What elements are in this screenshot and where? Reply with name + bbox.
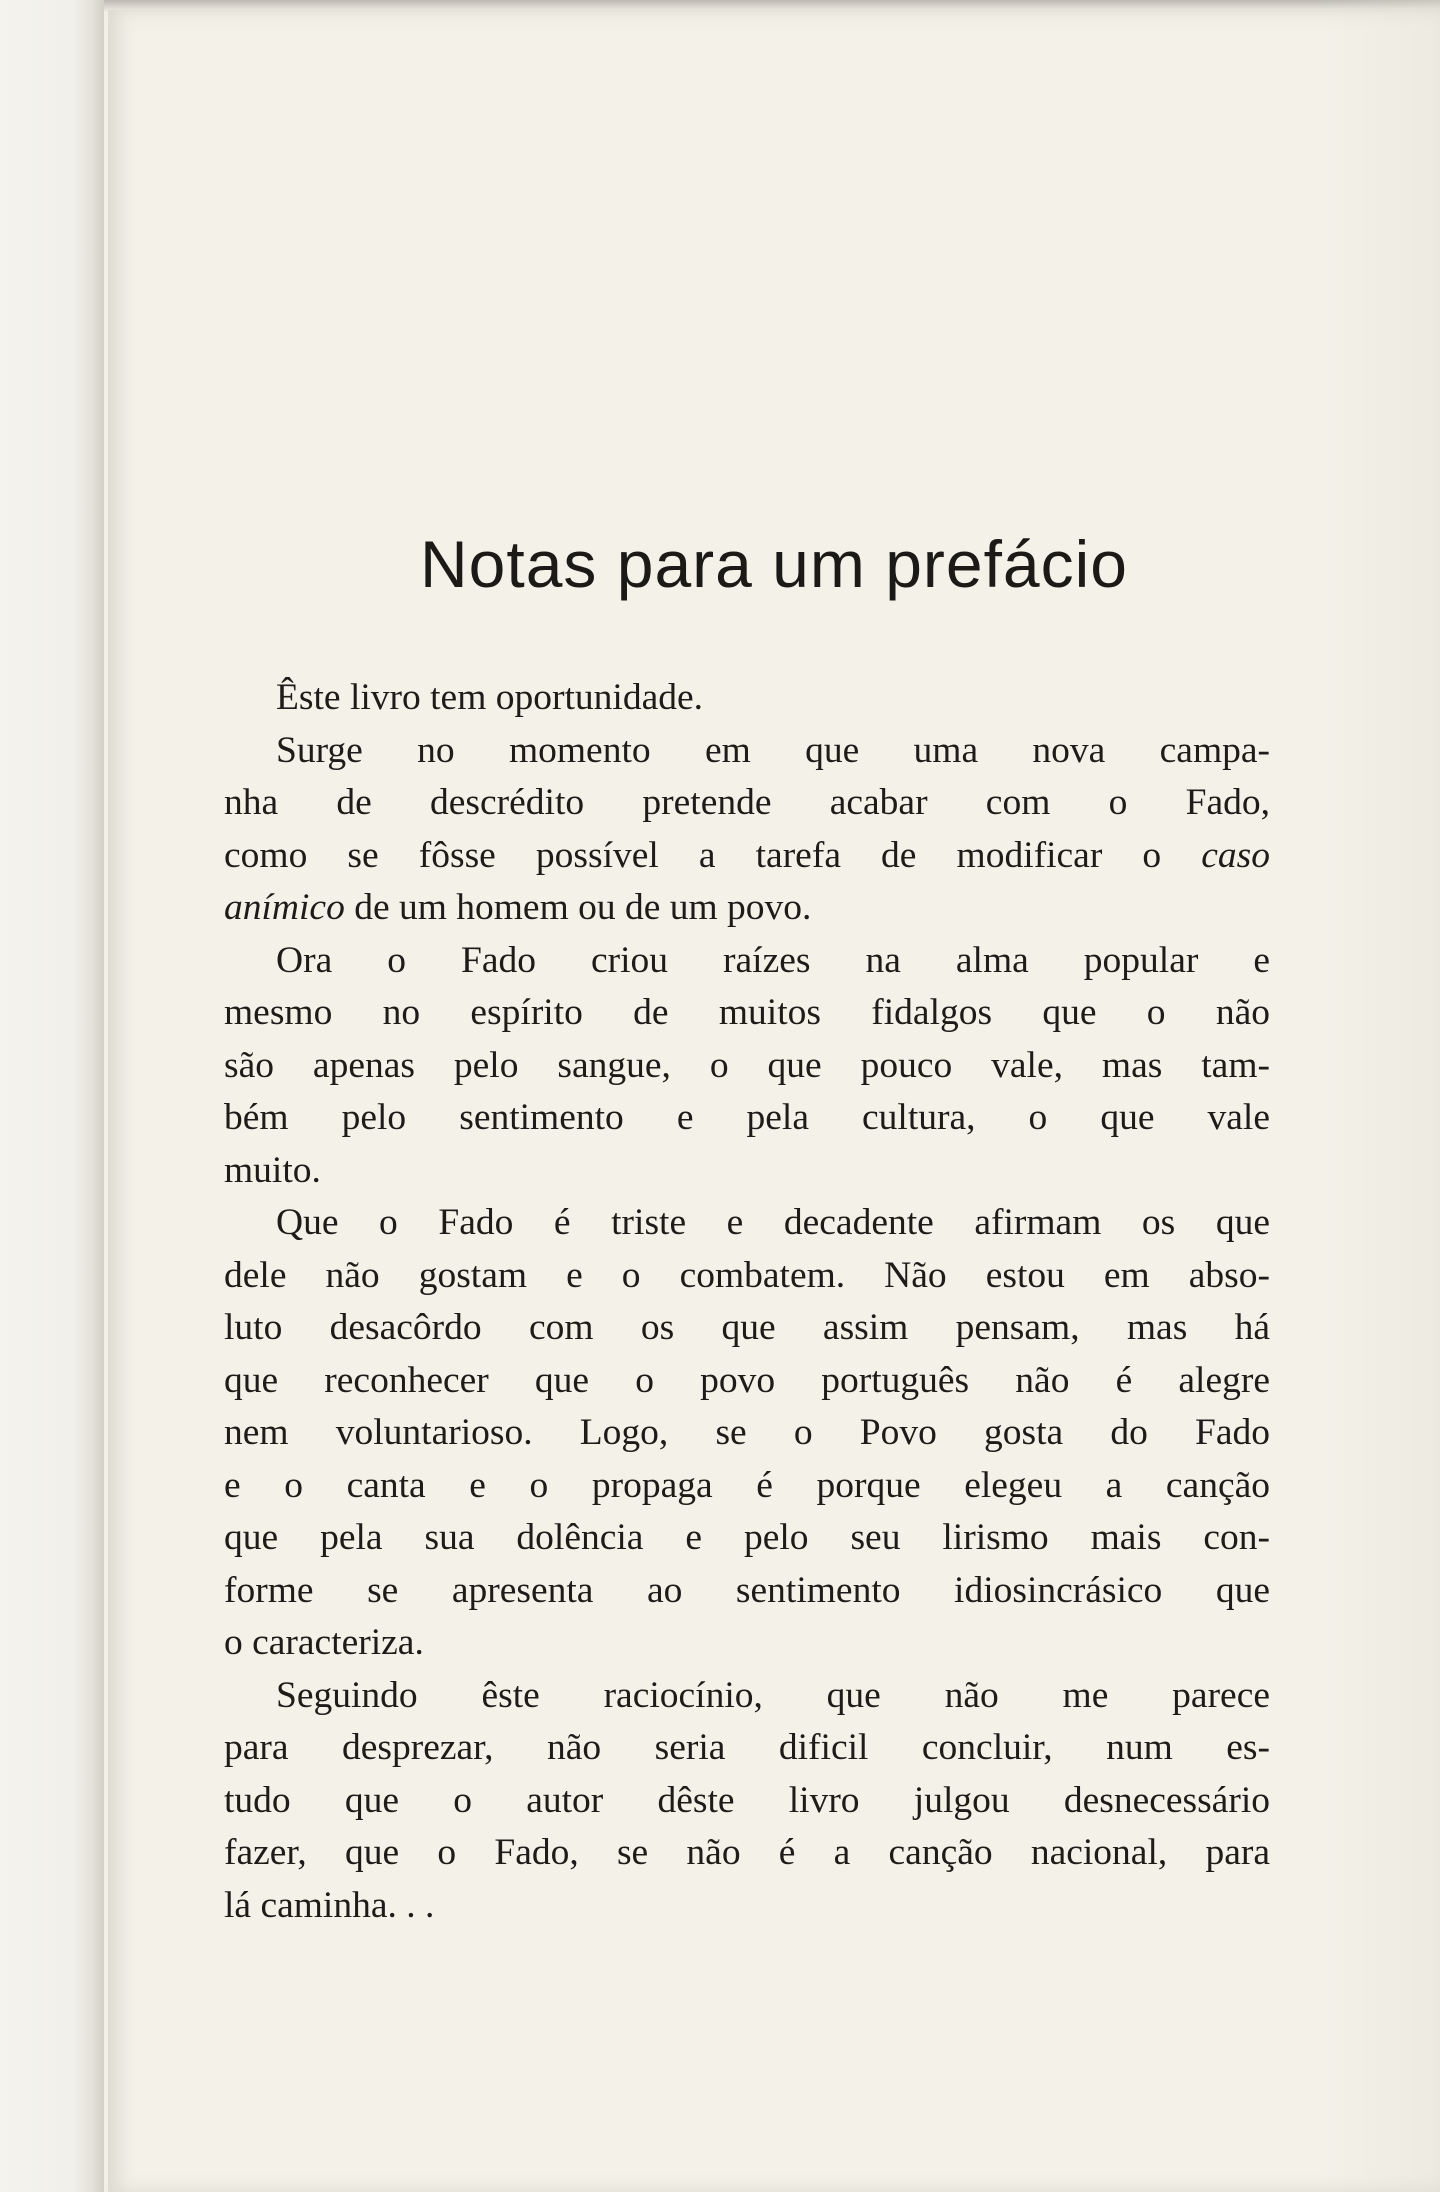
text-line: para desprezar, não seria dificil concluir, num es- <box>224 1727 1270 1768</box>
text-line: luto desacôrdo com os que assim pensam, mas há <box>224 1307 1270 1348</box>
text-line: muito. <box>224 1149 321 1191</box>
text-line: nem voluntarioso. Logo, se o Povo gosta do Fado <box>224 1412 1270 1453</box>
text-line: nha de descrédito pretende acabar com o Fado, <box>224 782 1270 823</box>
text-line: que pela sua dolência e pelo seu lirismo mais con- <box>224 1517 1270 1558</box>
text-line: dele não gostam e o combatem. Não estou em abso- <box>224 1254 1270 1296</box>
text-line: lá caminha. . . <box>224 1884 435 1926</box>
show-through-shadow <box>1320 0 1440 2192</box>
italic-word: caso <box>1201 834 1270 876</box>
facing-page-edge <box>0 0 104 2192</box>
text-line <box>224 830 1270 883</box>
text-line: mesmo no espírito de muitos fidalgos que o não <box>224 992 1270 1033</box>
text-line: tudo que o autor dêste livro julgou desnecessário <box>224 1779 1270 1821</box>
text-line: o caracteriza. <box>224 1622 424 1663</box>
italic-word: anímico <box>224 887 345 928</box>
text-line: Seguindo êste raciocínio, que não me parece <box>276 1674 1270 1716</box>
text-span: como se fôsse possível a tarefa de modificar o <box>224 834 1202 876</box>
text-line: Que o Fado é triste e decadente afirmam os que <box>276 1202 1270 1243</box>
text-line: Ora o Fado criou raízes na alma popular e <box>276 939 1270 981</box>
page-top-edge <box>104 0 1440 12</box>
text-line: Surge no momento em que uma nova campa- <box>276 729 1270 771</box>
page-title: Notas para um prefácio <box>419 527 1128 601</box>
text-line: forme se apresenta ao sentimento idiosincrásico que <box>224 1569 1270 1611</box>
text-line: são apenas pelo sangue, o que pouco vale, mas tam- <box>224 1044 1270 1086</box>
text-line <box>224 882 1270 935</box>
preface-text <box>224 672 1270 1932</box>
text-line: e o canta e o propaga é porque elegeu a canção <box>224 1464 1270 1506</box>
text-line: bém pelo sentimento e pela cultura, o que vale <box>224 1097 1270 1138</box>
text-line: fazer, que o Fado, se não é a canção nacional, para <box>224 1832 1270 1873</box>
text-span: de um homem ou de um povo. <box>354 887 812 928</box>
text-line: Êste livro tem oportunidade. <box>276 677 703 718</box>
text-line: que reconhecer que o povo português não é alegre <box>224 1359 1270 1401</box>
